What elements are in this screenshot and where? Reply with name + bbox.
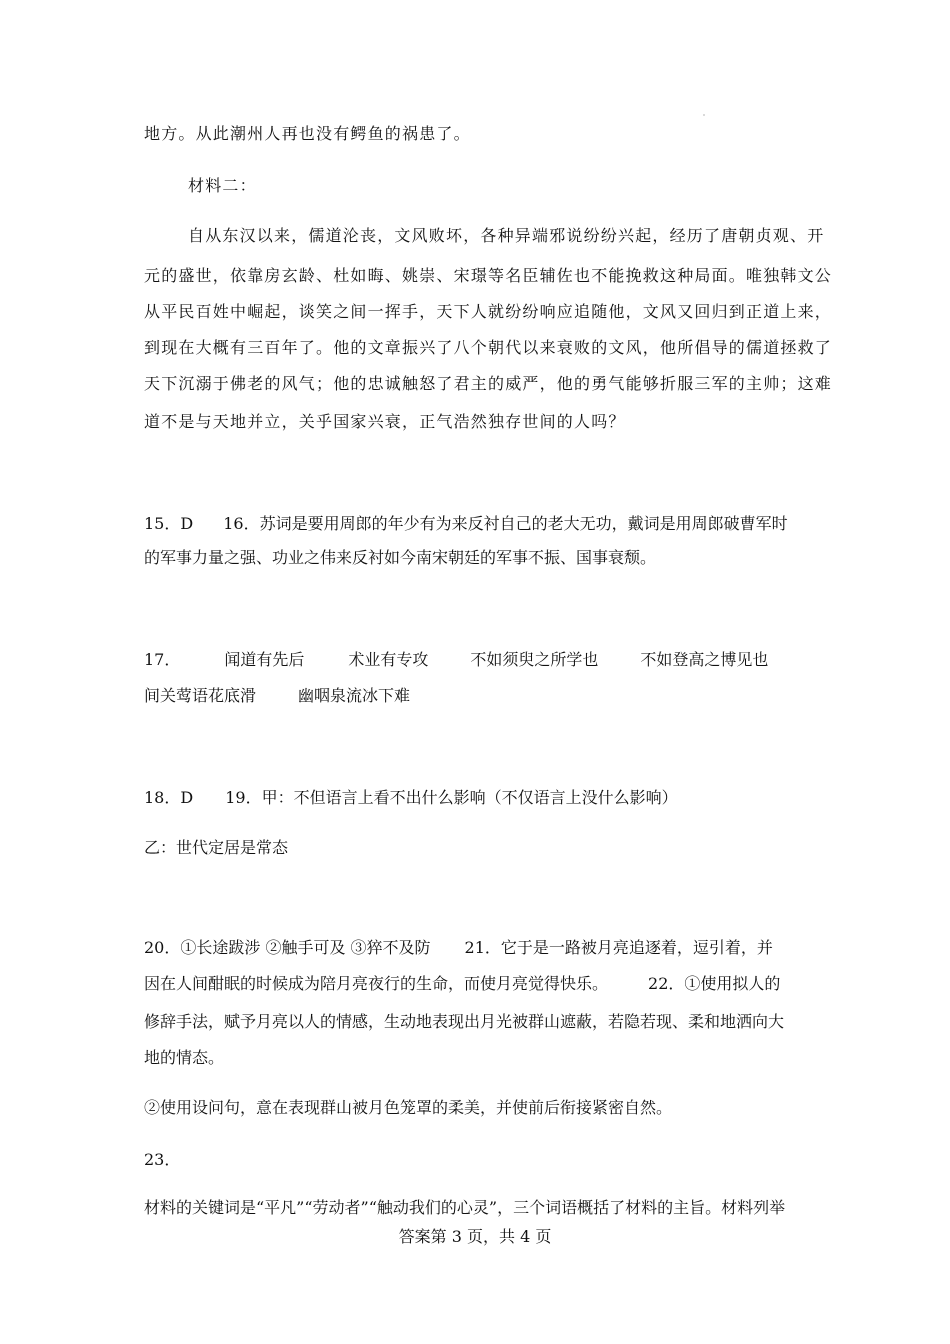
answer-17-item: 间关莺语花底滑 <box>144 686 257 705</box>
answer-19: 19．甲：不但语言上看不出什么影响（不仅语言上没什么影响） <box>225 788 678 807</box>
paragraph-line: 道不是与天地并立，关乎国家兴衰，正气浩然独存世间的人吗？ <box>144 412 626 431</box>
answer-22-line-3: 修辞手法，赋予月亮以人的情感，生动地表现出月光被群山遮蔽，若隐若现、柔和地洒向大 <box>144 1012 785 1031</box>
material-2-label: 材料二： <box>188 176 257 195</box>
answer-19-line-2: 乙：世代定居是常态 <box>144 838 289 857</box>
page-number-footer: 答案第 3 页，共 4 页 <box>398 1227 552 1246</box>
answer-20: 20．①长途跋涉 ②触手可及 ③猝不及防 <box>144 938 431 957</box>
answer-20-21-line-1 <box>144 938 773 958</box>
paragraph-line: 元的盛世，依靠房玄龄、杜如晦、姚崇、宋璟等名臣辅佐也不能挽救这种局面。唯独韩文公 <box>144 266 833 285</box>
answer-21-22-line-2 <box>144 974 780 994</box>
passage-line-1: 地方。从此潮州人再也没有鳄鱼的祸患了。 <box>144 124 471 143</box>
answer-17-line-2 <box>144 686 410 706</box>
paragraph-line: 自从东汉以来，儒道沦丧，文风败坏，各种异端邪说纷纷兴起，经历了唐朝贞观、开 <box>188 226 825 245</box>
paragraph-line: 天下沉溺于佛老的风气；他的忠诚触怒了君主的威严，他的勇气能够折服三军的主帅；这难 <box>144 374 833 393</box>
answer-22-line-4: 地的情态。 <box>144 1048 225 1067</box>
answer-18: 18．D <box>144 788 194 807</box>
answer-22-line-5: ②使用设问句，意在表现群山被月色笼罩的柔美，并使前后衔接紧密自然。 <box>144 1098 673 1117</box>
answer-17-item: 术业有专攻 <box>348 650 429 669</box>
answer-17-item: 幽咽泉流冰下难 <box>298 686 411 705</box>
answer-17-item: 不如登高之博见也 <box>640 650 769 669</box>
answer-15: 15．D <box>144 514 194 533</box>
answer-18-19-line-1 <box>144 788 678 808</box>
paragraph-line: 从平民百姓中崛起，谈笑之间一挥手，天下人就纷纷响应追随他，文风又回归到正道上来， <box>144 302 833 321</box>
answer-21: 21．它于是一路被月亮追逐着，逗引着，并 <box>464 938 773 957</box>
answer-17-item: 不如须臾之所学也 <box>470 650 599 669</box>
answer-17-line-1 <box>144 650 768 670</box>
answer-15-16-line-1 <box>144 514 788 534</box>
answer-16-line-2: 的军事力量之强、功业之伟来反衬如今南宋朝廷的军事不振、国事衰颓。 <box>144 548 657 567</box>
answer-16: 16．苏词是要用周郎的年少有为来反衬自己的老大无功，戴词是用周郎破曹军时 <box>223 514 788 533</box>
answer-17-number: 17． <box>144 650 181 669</box>
answer-22: 22．①使用拟人的 <box>648 974 781 993</box>
answer-23-line-1: 材料的关键词是“平凡”“劳动者”“触动我们的心灵”，三个词语概括了材料的主旨。材料列举 <box>144 1198 786 1217</box>
paragraph-line: 到现在大概有三百年了。他的文章振兴了八个朝代以来衰败的文风，他所倡导的儒道拯救了 <box>144 338 833 357</box>
answer-23-number: 23． <box>144 1150 181 1169</box>
scan-speck <box>703 114 705 116</box>
answer-21-continued: 因在人间酣眠的时候成为陪月亮夜行的生命，而使月亮觉得快乐。 <box>144 974 609 993</box>
answer-17-item: 闻道有先后 <box>224 650 305 669</box>
